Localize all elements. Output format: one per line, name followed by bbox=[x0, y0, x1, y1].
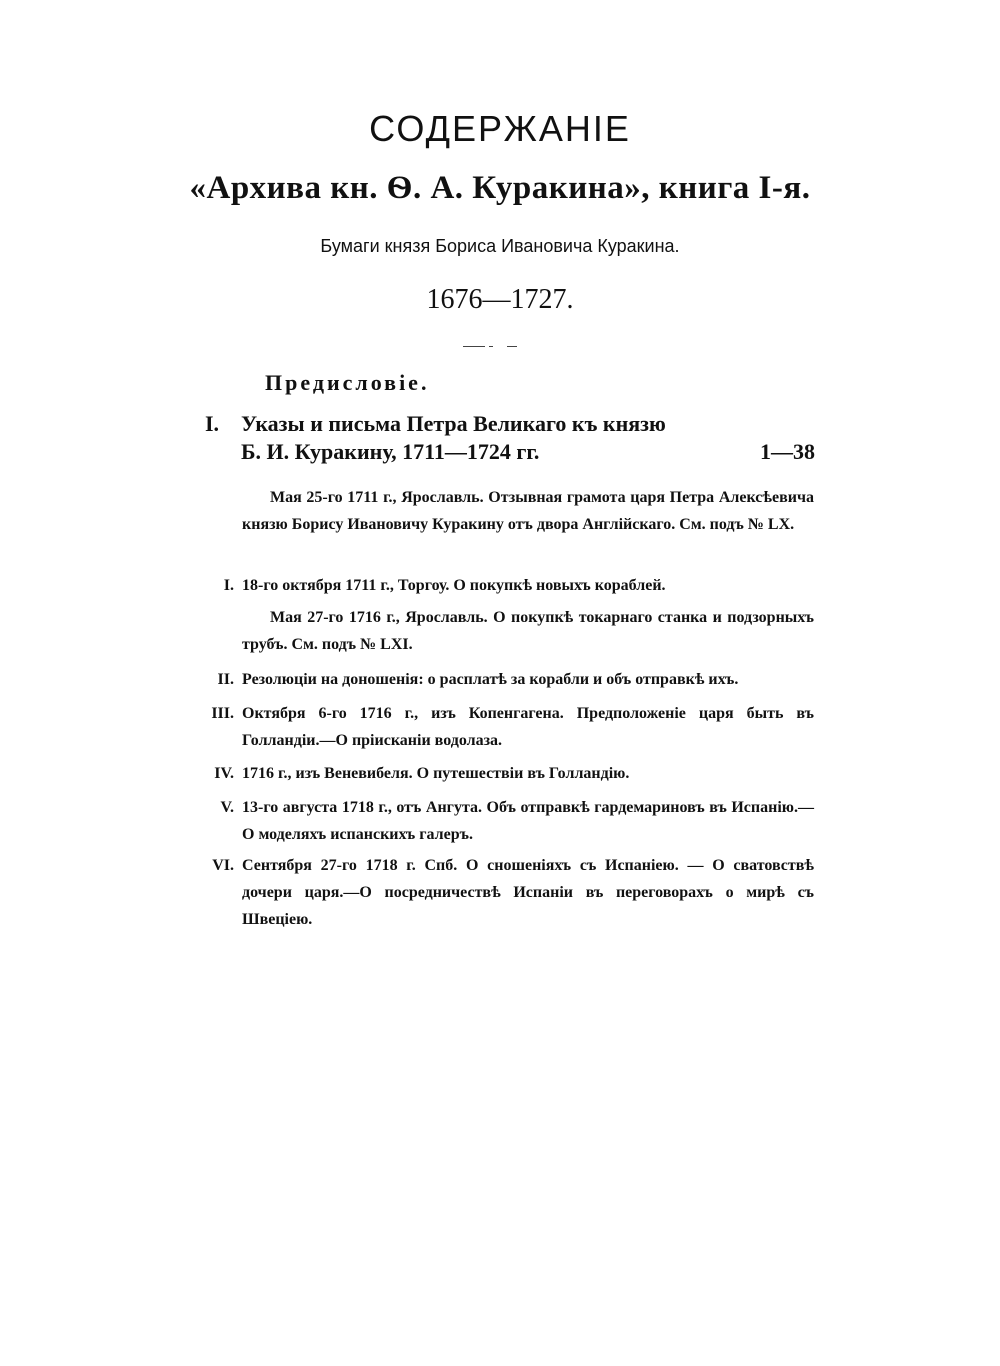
entry-numeral: II. bbox=[217, 671, 234, 688]
section-title-line-2: Б. И. Куракину, 1711—1724 гг. bbox=[241, 439, 540, 464]
section-number: I. bbox=[205, 411, 220, 436]
entry-text: Резолюцiи на доношенiя: о расплатѣ за корабли и объ отправкѣ ихъ. bbox=[242, 671, 739, 688]
entry-text: Мая 27-го 1716 г., Ярославль. О покупкѣ токарнаго станка и подзорныхъ трубъ. См. подъ № LXI. bbox=[242, 609, 814, 653]
book-subtitle: «Архива кн. Ѳ. А. Куракина», книга I-я. bbox=[189, 170, 811, 206]
divider-ornament bbox=[463, 346, 517, 348]
entry-text: 13-го августа 1718 г., отъ Ангута. Объ отправкѣ гардемариновъ въ Испанiю.—О моделяхъ испанскихъ галеръ. bbox=[242, 799, 814, 843]
entry-text: Сентября 27-го 1718 г. Спб. О сношенiяхъ съ Испанiею. — О сватовствѣ дочери царя.—О посредничествѣ Испанiи въ переговорахъ о мирѣ съ Швецiею. bbox=[242, 857, 814, 928]
entry-text: 1716 г., изъ Веневибеля. О путешествiи въ Голландiю. bbox=[242, 765, 630, 782]
section-pages: 1—38 bbox=[760, 439, 815, 464]
entry-numeral: III. bbox=[211, 705, 234, 722]
entry-text: 18-го октября 1711 г., Торгоу. О покупкѣ новыхъ кораблей. bbox=[242, 577, 666, 594]
entry-numeral: V. bbox=[220, 799, 234, 816]
page-title: СОДЕРЖАНIЕ bbox=[369, 108, 631, 149]
section-title-line-1: Указы и письма Петра Великаго къ князю bbox=[241, 411, 666, 436]
entry-text: Октября 6-го 1716 г., изъ Копенгагена. Предположенiе царя быть въ Голландiи.—О прiисканiи водолаза. bbox=[242, 705, 814, 749]
entry-numeral: VI. bbox=[212, 857, 234, 874]
entry-text: Мая 25-го 1711 г., Ярославль. Отзывная грамота царя Петра Алексѣевича князю Борису Ивановичу Куракину отъ двора Англiйскаго. См. подъ № LX. bbox=[242, 489, 814, 533]
papers-subtitle: Бумаги князя Бориса Ивановича Куракина. bbox=[320, 236, 680, 256]
year-range: 1676—1727. bbox=[426, 284, 574, 315]
entry-numeral: IV. bbox=[214, 765, 234, 782]
entry-numeral: I. bbox=[223, 577, 234, 594]
preface-heading: Предисловiе. bbox=[265, 370, 430, 395]
